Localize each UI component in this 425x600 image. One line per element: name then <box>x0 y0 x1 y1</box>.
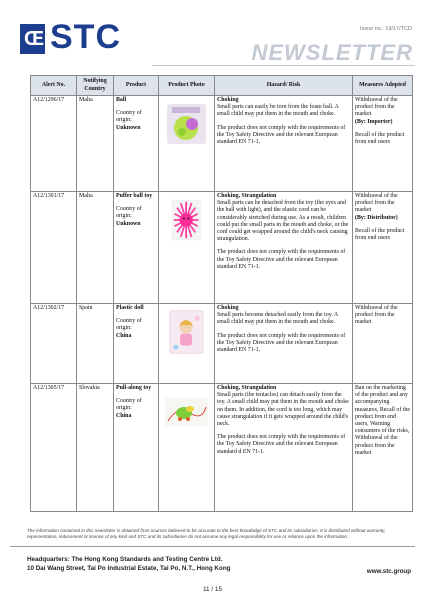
country: Slovakia <box>77 384 114 512</box>
hazard-title: Choking <box>217 305 239 311</box>
hazard-text: Small parts (the tentacles) can detach easily from the toy. A small child may put them in the mouth and choke on them. In addition, the cord is too long, which may cause strangulation if it gets wrapped around the child's neck. <box>217 392 349 428</box>
product-photo-doll <box>164 310 209 354</box>
stc-logo <box>20 20 150 58</box>
origin-label: Country of origin: <box>116 110 142 124</box>
origin-label: Country of origin: <box>116 398 142 412</box>
origin-value: Unknown <box>116 124 141 131</box>
origin-label: Country of origin: <box>116 206 142 220</box>
product-photo-cell <box>159 96 215 192</box>
hazard-title: Choking, Strangulation <box>217 193 277 199</box>
logo-text: STC <box>50 18 121 56</box>
issue-number: Issue no.: 19/17/TCD <box>360 26 412 32</box>
product-name: Plastic doll <box>116 305 144 311</box>
product-photo-puffer-ball <box>164 198 209 242</box>
product-photo-ball <box>164 102 209 146</box>
measures-by: (By: Importer) <box>355 118 393 125</box>
measures-cell <box>353 384 413 512</box>
table-row <box>31 304 413 384</box>
country: Spain <box>77 304 114 384</box>
hazard-text: Small parts can easily be torn from the foam ball. A small child may put them in the mouth and choke. <box>217 104 339 118</box>
header-country: Notifying Country <box>77 76 114 96</box>
product-name: Puffer ball toy <box>116 193 153 199</box>
hazard-note: The product does not comply with the requirements of the Toy Safety Directive and the relevant European standard EN 71-1. <box>217 332 346 354</box>
origin-value: China <box>116 412 132 419</box>
disclaimer: The information contained in this newsletter is obtained from sources believed to be accurate to the best knowledge of STC and its subsidiaries. It is distributed without warranty, representation, inducement or license of any kind and STC and its subsidiaries do not assume any legal responsibility for use or reliance upon the information. <box>27 528 386 539</box>
page-header <box>0 0 425 75</box>
header-alert-no: Alert No. <box>31 76 77 96</box>
product-name: Ball <box>116 97 127 103</box>
measures-cell <box>353 304 413 384</box>
hazard-cell <box>215 384 353 512</box>
hq-line-2: 10 Dai Wang Street, Tai Po Industrial Estate, Tai Po, N.T., Hong Kong <box>27 564 231 572</box>
measures-text: Ban on the marketing of the product and any accompanying measures, Recall of the product from end users, Warning consumers of the risks, Withdrawal of the product from the market <box>355 385 410 456</box>
measures-cell <box>353 96 413 192</box>
table-row <box>31 192 413 304</box>
measures-recall: Recall of the product from end users <box>355 227 405 242</box>
measures-text: Withdrawal of the product from the market <box>355 97 398 118</box>
table-row <box>31 96 413 192</box>
website-link[interactable]: www.stc.group <box>366 568 411 575</box>
country: Malta <box>77 96 114 192</box>
measures-text: Withdrawal of the product from the market <box>355 305 398 326</box>
measures-text: Withdrawal of the product from the market <box>355 193 398 214</box>
hazard-cell <box>215 304 353 384</box>
product-photo-cell <box>159 304 215 384</box>
product-photo-pull-along-toy <box>164 390 209 434</box>
product-cell <box>114 304 159 384</box>
alert-no: A12/1296/17 <box>31 96 77 192</box>
logo-mark <box>20 24 45 54</box>
header-product: Product <box>114 76 159 96</box>
product-photo-cell <box>159 384 215 512</box>
origin-label: Country of origin: <box>116 318 142 332</box>
measures-cell <box>353 192 413 304</box>
hazard-title: Choking, Strangulation <box>217 385 277 391</box>
product-name: Pull-along toy <box>116 385 152 391</box>
country: Malta <box>77 192 114 304</box>
hazard-title: Choking <box>217 97 239 103</box>
alert-no: A12/1305/17 <box>31 384 77 512</box>
header-measures: Measures Adopted <box>353 76 413 96</box>
headquarters-address <box>27 556 231 573</box>
hazard-text: Small parts can be detached from the toy (the eyes and the ball with light), and the elastic cord can be considerably stretched during use. As a result, children could put the small parts in the mouth and choke, or the cord could get wrapped around the child's neck causing strangulation. <box>217 200 349 243</box>
hazard-cell <box>215 192 353 304</box>
hazard-note: The product does not comply with the requirements of the Toy Safety Directive and the relevant European standard EN 71-1. <box>217 249 346 270</box>
product-cell <box>114 96 159 192</box>
measures-recall: Recall of the product from end users <box>355 131 405 146</box>
footer-divider <box>10 546 415 547</box>
measures-by: (By: Distributor) <box>355 214 398 221</box>
origin-value: China <box>116 332 132 339</box>
header-divider <box>152 65 415 66</box>
product-cell <box>114 192 159 304</box>
table-row <box>31 384 413 512</box>
header-hazard: Hazard/ Risk <box>215 76 353 96</box>
newsletter-title: NEWSLETTER <box>251 40 413 65</box>
hazard-cell <box>215 96 353 192</box>
product-cell <box>114 384 159 512</box>
header-photo: Product Photo <box>159 76 215 96</box>
logo-mark-glyph: Œ <box>24 28 44 50</box>
alert-no: A12/1302/17 <box>31 304 77 384</box>
hazard-text: Small parts become detached easily from the toy. A small child may put them in the mouth and choke. <box>217 312 338 326</box>
hazard-note: The product does not comply with the requirements of the Toy Safety Directive and the relevant European standard d EN 71-1. <box>217 434 346 455</box>
alerts-table <box>30 75 413 512</box>
page-number: 11 / 15 <box>202 586 223 593</box>
hazard-note: The product does not comply with the requirements of the Toy Safety Directive and the relevant European standard EN 71-1. <box>217 124 346 146</box>
origin-value: Unknown <box>116 220 141 227</box>
alert-no: A12/1301/17 <box>31 192 77 304</box>
product-photo-cell <box>159 192 215 304</box>
hq-line-1: Headquarters: The Hong Kong Standards and Testing Centre Ltd. <box>27 556 223 563</box>
table-header-row <box>31 76 413 96</box>
